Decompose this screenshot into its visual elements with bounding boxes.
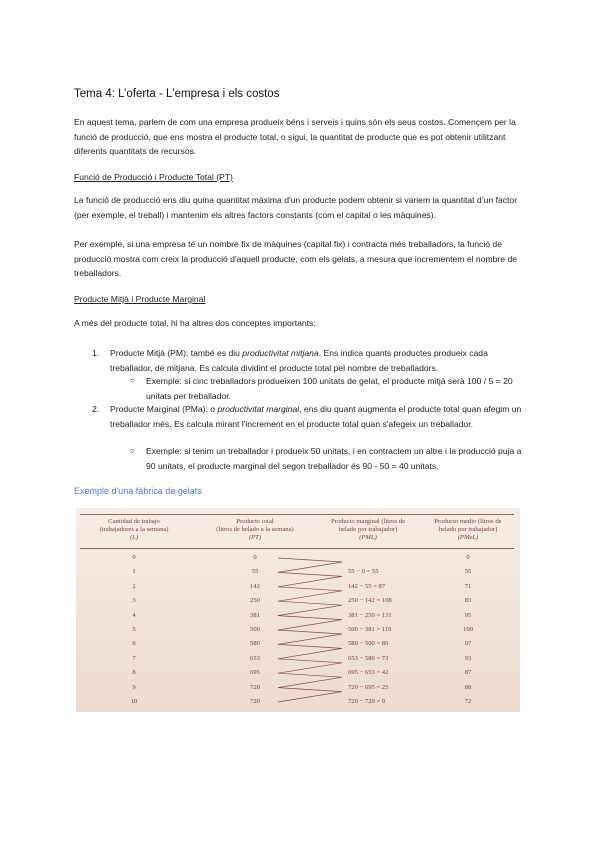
average-product-cell: 87	[464, 669, 472, 677]
labor-cell: 8	[132, 669, 136, 677]
header-line: (litros de helado a la semana)	[216, 526, 294, 533]
bullet-icon: ○	[130, 446, 135, 455]
list-number-1: 1.	[92, 348, 100, 358]
list-item-lead: Producte Mitjà (PM): també es diu	[110, 348, 243, 358]
list-item-rest: , ens diu quant augmenta el producte total quan afegim un treballador més. Es calcula mirant l'increment en el producte total quan s'afegeix un treballador.	[110, 404, 522, 429]
list-subitem-marginal-example: Exemple: si tenim un treballador i produeix 50 unitats, i en contractem un altre i la producció puja a 90 unitats, el producte marginal del segon treballador és 90 - 50 = 40 unitats.	[146, 446, 522, 471]
section-heading-average-marginal: Producte Mitjà i Producte Marginal	[74, 294, 206, 304]
list-item-marginal-product	[110, 402, 526, 431]
header-line: Producto marginal (litros de	[330, 518, 406, 525]
average-product-cell: 55	[464, 568, 472, 576]
header-line: (PML)	[359, 534, 377, 541]
list-item-emphasis: productivitat marginal	[217, 404, 300, 414]
total-product-cell: 0	[253, 554, 257, 561]
labor-cell: 0	[132, 554, 136, 561]
production-paragraph-1: La funció de producció ens diu quina quantitat màxima d'un producte podem obtenir si variem la quantitat d’un factor (per exemple, el treball) i mantenim els altres factors constants (com el capital o les màquines).	[74, 195, 518, 220]
marginal-product-cell: 720 − 695 = 25	[348, 683, 389, 691]
section-heading-production: Funció de Producció i Producte Total (PT)	[74, 172, 233, 182]
labor-cell: 10	[130, 698, 138, 705]
zigzag-connectors	[76, 508, 520, 712]
total-product-cell: 720	[250, 683, 260, 691]
header-line: Producto medio (litros de	[434, 518, 502, 525]
total-product-cell: 142	[250, 582, 260, 590]
header-line: (trabajadores a la semana)	[99, 526, 169, 533]
list-number-2: 2.	[92, 404, 100, 414]
average-product-cell: 83	[464, 597, 472, 605]
labor-cell: 6	[132, 640, 136, 648]
page-title: Tema 4: L’oferta - L'empresa i els costos	[74, 88, 280, 100]
average-product-cell: 97	[464, 640, 472, 648]
average-product-cell: 100	[463, 626, 473, 633]
total-product-cell: 381	[250, 611, 260, 619]
total-product-cell: 580	[250, 640, 260, 648]
intro-paragraph: En aquest tema, parlem de com una empresa produeix béns i serveis i quins són els seus costos. Començem per la funció de producció, que ens mostra el producte total, o sigui, la quantitat de producte que es pot obtenir utilitzant diferents quantitats de recursos.	[74, 117, 516, 156]
list-subitem-average-example: Exemple: si cinc treballadors produeixen 100 unitats de gelat, el producte mitjà serà 100 / 5 = 20 unitats per treballador.	[146, 376, 513, 401]
total-product-cell: 695	[250, 669, 260, 677]
average-marginal-intro: A més del producte total, hi ha altres dos conceptes importants:	[74, 318, 316, 328]
average-product-cell: 93	[464, 654, 472, 662]
header-line: Cantidad de trabajo	[108, 518, 160, 525]
marginal-product-cell: 250 − 142 = 108	[348, 597, 392, 605]
bullet-icon: ○	[130, 376, 135, 385]
list-item-lead: Producte Marginal (PMa): o	[110, 404, 218, 414]
marginal-product-cell: 580 − 500 = 80	[348, 640, 389, 648]
header-line: Producto total	[236, 518, 274, 525]
total-product-cell: 55	[251, 568, 259, 576]
average-product-cell: 95	[464, 611, 472, 619]
marginal-product-cell: 381 − 250 = 131	[348, 611, 392, 619]
marginal-product-cell: 500 − 381 = 119	[348, 626, 392, 633]
marginal-product-cell: 653 − 580 = 73	[348, 654, 389, 662]
header-line: helado por trabajador)	[438, 526, 498, 533]
labor-cell: 2	[132, 582, 136, 590]
average-product-cell: 72	[464, 698, 472, 705]
ice-cream-table-photo	[76, 508, 520, 712]
labor-cell: 4	[132, 611, 136, 619]
production-paragraph-2: Per exemple, si una empresa té un nombre fix de màquines (capital fix) i contracta més treballadors, la funció de producció mostra com creix la producció d'aquell producte, com els gelats, a mesura que incrementem el nombre de treballadors.	[74, 239, 518, 278]
marginal-product-cell: 142 − 55 = 87	[348, 582, 386, 590]
header-line: (PT)	[248, 534, 262, 541]
total-product-cell: 720	[250, 698, 260, 705]
labor-cell: 5	[132, 626, 136, 633]
marginal-product-cell: 695 − 653 = 42	[348, 669, 389, 677]
average-product-cell: 0	[466, 554, 470, 561]
example-heading: Exemple d'una fàbrica de gelats	[74, 486, 202, 496]
list-item-average-product	[110, 346, 526, 375]
list-item-emphasis: productivitat mitjana	[242, 348, 319, 358]
marginal-product-cell: 55 − 0 = 55	[348, 568, 379, 576]
list-item-rest: . Ens indica quants productes produeix cada treballador, de mitjana. Es calcula dividint el producte total pel nombre de treballadors.	[110, 348, 488, 373]
header-line: helado por trabajador)	[338, 526, 398, 533]
labor-cell: 3	[132, 597, 136, 605]
header-line: (L)	[129, 534, 139, 541]
total-product-cell: 250	[250, 597, 260, 605]
labor-cell: 9	[132, 683, 136, 691]
header-line: (PMeL)	[457, 534, 479, 541]
total-product-cell: 500	[250, 626, 260, 633]
marginal-product-cell: 720 − 720 = 0	[348, 698, 386, 705]
labor-cell: 7	[132, 654, 136, 662]
labor-cell: 1	[132, 568, 136, 576]
average-product-cell: 80	[464, 683, 472, 691]
average-product-cell: 71	[464, 582, 472, 590]
total-product-cell: 653	[250, 654, 260, 662]
